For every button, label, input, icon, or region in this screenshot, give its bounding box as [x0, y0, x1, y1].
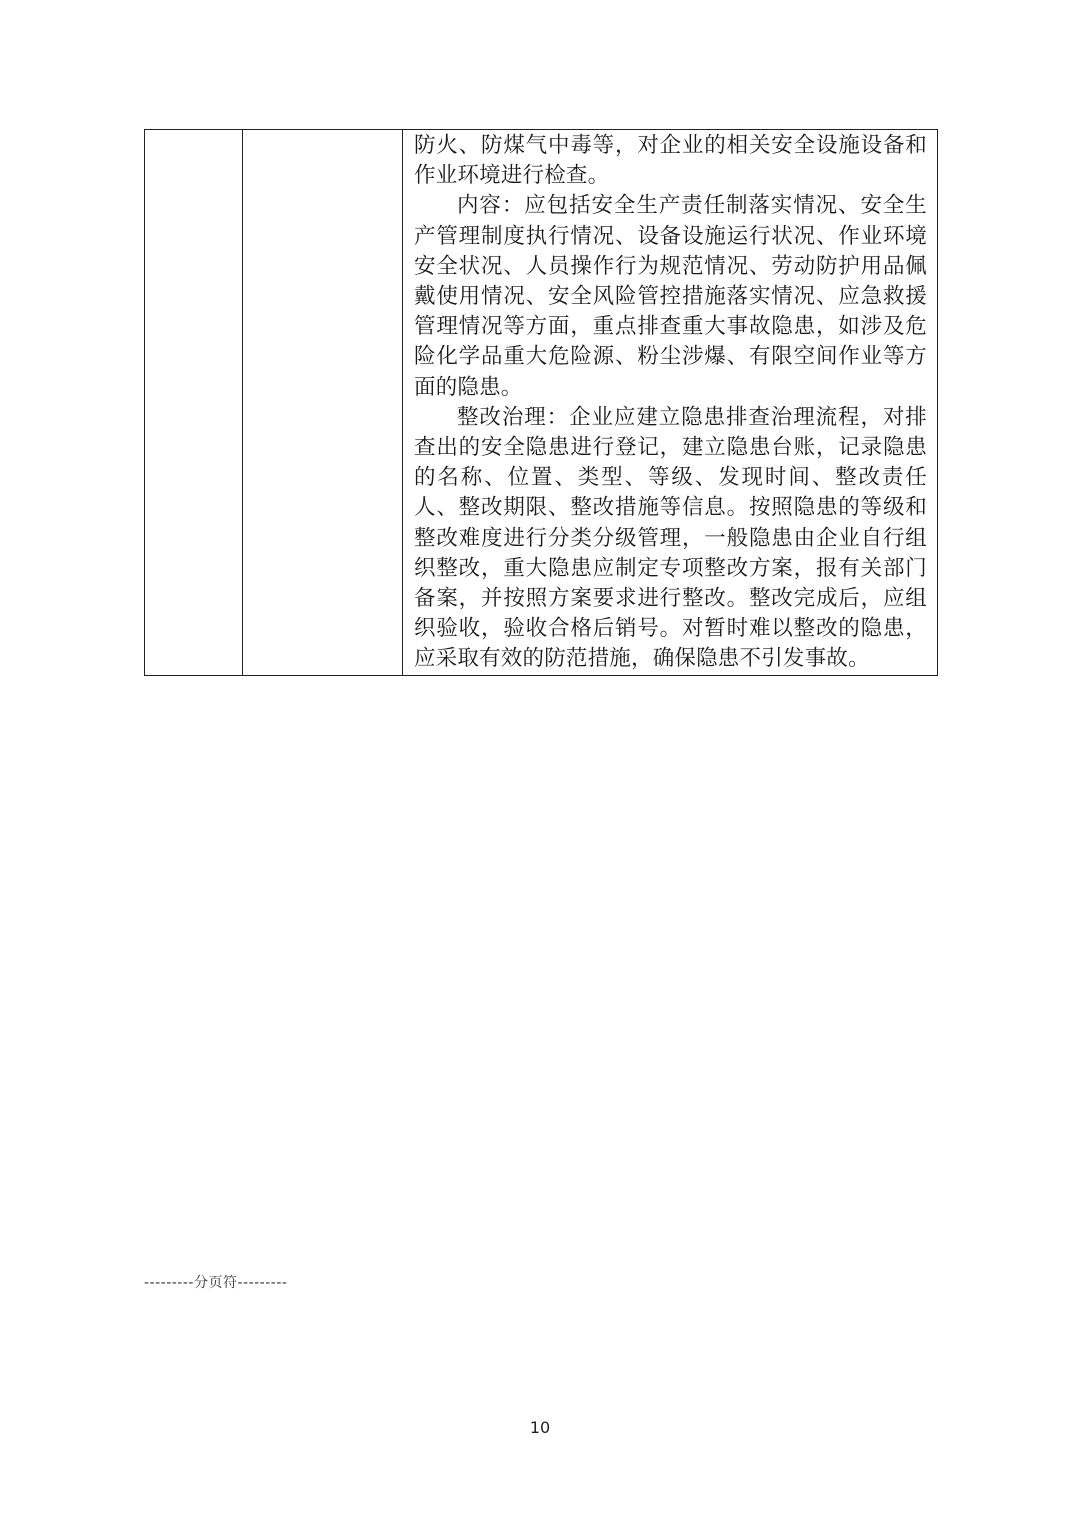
- table-cell-2: [243, 130, 403, 676]
- page-number: 10: [529, 1418, 551, 1437]
- paragraph-continuation: 防火、防煤气中毒等，对企业的相关安全设施设备和作业环境进行检查。: [414, 133, 927, 189]
- table-cell-1: [145, 130, 243, 676]
- page-break-marker: ---------分页符---------: [144, 1275, 288, 1291]
- table-row: [145, 130, 938, 676]
- table-cell-3: [403, 130, 938, 676]
- content-table: [144, 129, 938, 676]
- paragraph-rectification: 整改治理：企业应建立隐患排查治理流程，对排查出的安全隐患进行登记，建立隐患台账，记录隐患的名称、位置、类型、等级、发现时间、整改责任人、整改期限、整改措施等信息。按照隐患的等级和整改难度进行分类分级管理，一般隐患由企业自行组织整改，重大隐患应制定专项整改方案，报有关部门备案，并按照方案要求进行整改。整改完成后，应组织验收，验收合格后销号。对暂时难以整改的隐患，应采取有效的防范措施，确保隐患不引发事故。: [414, 404, 927, 672]
- paragraph-content: 内容：应包括安全生产责任制落实情况、安全生产管理制度执行情况、设备设施运行状况、作业环境安全状况、人员操作行为规范情况、劳动防护用品佩戴使用情况、安全风险管控措施落实情况、应急救援管理情况等方面，重点排查重大事故隐患，如涉及危险化学品重大危险源、粉尘涉爆、有限空间作业等方面的隐患。: [414, 193, 927, 400]
- cell-3-content: [403, 130, 937, 675]
